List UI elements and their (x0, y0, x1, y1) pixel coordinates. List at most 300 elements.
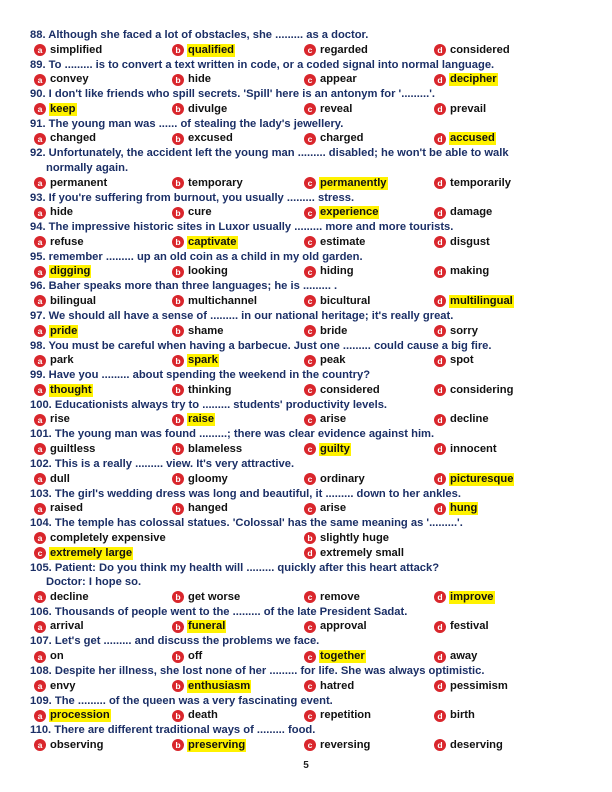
option-label: peak (320, 354, 346, 367)
option-label-correct: multilingual (450, 294, 513, 307)
option-label: guiltless (50, 442, 96, 455)
option-letter-badge: a (34, 266, 46, 278)
option-letter-badge: a (34, 325, 46, 337)
option-letter-badge: a (34, 295, 46, 307)
option-b[interactable] (172, 235, 238, 250)
option-letter-badge: d (434, 207, 446, 219)
option-label-correct: permanently (320, 176, 387, 189)
option-label: reversing (320, 738, 371, 751)
question-item (30, 146, 592, 190)
option-b[interactable] (172, 412, 215, 427)
question-item (30, 339, 592, 369)
question-text: 88. Although she faced a lot of obstacles, she ......... as a doctor. (30, 29, 369, 41)
option-b[interactable] (172, 131, 234, 146)
option-label-correct: enthusiasm (188, 679, 251, 692)
option-b[interactable] (172, 72, 212, 87)
question-text: 110. There are different traditional ways of ......... food. (30, 724, 316, 737)
option-d[interactable] (434, 324, 479, 339)
option-label: pessimism (450, 679, 508, 692)
option-c[interactable] (304, 442, 351, 457)
option-label: bride (320, 324, 348, 337)
question-list (30, 28, 592, 753)
option-c[interactable] (304, 294, 371, 309)
option-letter-badge: a (34, 473, 46, 485)
option-letter-badge: d (434, 414, 446, 426)
option-label: hanged (188, 502, 228, 515)
option-label-correct: hung (450, 502, 478, 515)
option-label-correct: experience (320, 206, 379, 219)
option-label: estimate (320, 235, 366, 248)
option-label-correct: guilty (320, 442, 350, 455)
option-label: rise (50, 413, 70, 426)
option-a[interactable] (34, 72, 90, 87)
question-item (30, 723, 592, 753)
option-d[interactable] (434, 708, 476, 723)
option-label-correct: pride (50, 324, 78, 337)
option-d[interactable] (434, 294, 514, 309)
option-label: observing (50, 738, 104, 751)
option-label: off (188, 650, 203, 663)
question-text: 94. The impressive historic sites in Luxor usually ......... more and more tourists. (30, 221, 454, 234)
options-row (30, 619, 592, 634)
option-letter-badge: d (434, 44, 446, 56)
option-b[interactable] (304, 531, 390, 546)
option-b[interactable] (172, 205, 213, 220)
option-letter-badge: a (34, 133, 46, 145)
option-letter-badge: c (304, 236, 316, 248)
option-c[interactable] (304, 383, 381, 398)
question-text: 89. To ......... is to convert a text written in code, or a coded signal into normal language. (30, 58, 495, 71)
option-letter-badge: b (172, 651, 184, 663)
option-letter-badge: c (304, 443, 316, 455)
option-letter-badge: c (304, 325, 316, 337)
option-label: raised (50, 502, 83, 515)
option-b[interactable] (172, 43, 235, 58)
option-d[interactable] (434, 353, 475, 368)
option-label-correct: picturesque (450, 472, 514, 485)
option-b[interactable] (172, 294, 258, 309)
option-label: death (188, 709, 218, 722)
option-a[interactable] (34, 649, 65, 664)
option-c[interactable] (304, 264, 355, 279)
option-label: envy (50, 679, 76, 692)
option-label: birth (450, 709, 475, 722)
question-item (30, 87, 592, 117)
option-b[interactable] (172, 102, 228, 117)
option-a[interactable] (34, 412, 71, 427)
option-a[interactable] (34, 324, 78, 339)
option-a[interactable] (34, 738, 104, 753)
option-letter-badge: a (34, 44, 46, 56)
question-item (30, 516, 592, 561)
option-c[interactable] (304, 131, 365, 146)
option-d[interactable] (434, 472, 514, 487)
options-row (30, 412, 592, 427)
option-label: excused (188, 132, 233, 145)
option-b[interactable] (172, 679, 251, 694)
option-label: arise (320, 413, 347, 426)
question-text: 90. I don't like friends who spill secrets. 'Spill' here is an antonym for '.........'. (30, 88, 435, 101)
question-text: 96. Baher speaks more than three languages; he is ......... . (30, 280, 338, 293)
option-b[interactable] (172, 708, 219, 723)
question-item (30, 487, 592, 517)
option-label: get worse (188, 590, 241, 603)
options-row (30, 708, 592, 723)
option-letter-badge: c (304, 651, 316, 663)
option-a[interactable] (34, 531, 167, 546)
option-label: arise (320, 502, 347, 515)
option-label-correct: qualified (188, 43, 234, 56)
option-label: simplified (50, 43, 103, 56)
option-c[interactable] (304, 176, 388, 191)
question-item (30, 457, 592, 487)
option-label: changed (50, 132, 97, 145)
option-letter-badge: a (34, 591, 46, 603)
option-b[interactable] (172, 324, 224, 339)
option-label: thinking (188, 383, 232, 396)
option-label: innocent (450, 442, 497, 455)
option-label: divulge (188, 102, 228, 115)
option-c[interactable] (304, 590, 361, 605)
option-d[interactable] (434, 72, 498, 87)
option-letter-badge: b (172, 236, 184, 248)
question-text: 104. The temple has colossal statues. 'Colossal' has the same meaning as '.........'. (30, 517, 463, 530)
option-d[interactable] (434, 235, 491, 250)
option-letter-badge: c (304, 133, 316, 145)
option-letter-badge: a (34, 236, 46, 248)
option-letter-badge: c (304, 177, 316, 189)
option-label-correct: accused (450, 132, 495, 145)
option-c[interactable] (304, 72, 358, 87)
option-label-correct: together (320, 650, 365, 663)
options-row (30, 590, 592, 605)
option-d[interactable] (434, 649, 478, 664)
option-c[interactable] (304, 708, 372, 723)
option-letter-badge: c (304, 103, 316, 115)
option-label-correct: digging (50, 265, 91, 278)
option-label: temporarily (450, 176, 511, 189)
option-letter-badge: d (434, 325, 446, 337)
option-label: considered (320, 383, 380, 396)
option-letter-badge: c (304, 710, 316, 722)
option-c[interactable] (304, 738, 371, 753)
option-d[interactable] (434, 176, 512, 191)
option-d[interactable] (434, 205, 493, 220)
option-letter-badge: a (34, 384, 46, 396)
option-letter-badge: b (172, 177, 184, 189)
option-label-correct: spark (188, 354, 218, 367)
option-d[interactable] (434, 102, 487, 117)
options-row (30, 72, 592, 87)
option-letter-badge: c (304, 384, 316, 396)
option-letter-badge: a (34, 532, 46, 544)
option-a[interactable] (34, 679, 77, 694)
option-label-correct: preserving (188, 738, 246, 751)
option-label-correct: improve (450, 590, 494, 603)
option-c[interactable] (304, 205, 379, 220)
option-b[interactable] (172, 383, 233, 398)
option-label: hide (188, 73, 211, 86)
question-item (30, 368, 592, 398)
page-number: 5 (303, 760, 309, 771)
options-row (30, 472, 592, 487)
option-b[interactable] (172, 501, 229, 516)
option-letter-badge: b (172, 503, 184, 515)
option-label: charged (320, 132, 364, 145)
option-letter-badge: a (34, 621, 46, 633)
option-c[interactable] (304, 501, 347, 516)
question-item (30, 279, 592, 309)
option-label: convey (50, 73, 89, 86)
option-letter-badge: b (172, 295, 184, 307)
option-d[interactable] (434, 131, 496, 146)
option-letter-badge: a (34, 414, 46, 426)
option-letter-badge: b (172, 591, 184, 603)
option-letter-badge: c (34, 547, 46, 559)
question-item (30, 664, 592, 694)
question-text: 107. Let's get ......... and discuss the problems we face. (30, 635, 320, 648)
option-c[interactable] (304, 619, 368, 634)
option-c[interactable] (304, 412, 347, 427)
option-label: gloomy (188, 472, 228, 485)
option-label: considering (450, 383, 514, 396)
option-letter-badge: c (304, 621, 316, 633)
option-a[interactable] (34, 501, 84, 516)
option-b[interactable] (172, 472, 229, 487)
options-row (30, 131, 592, 146)
option-letter-badge: b (172, 355, 184, 367)
option-d[interactable] (434, 442, 498, 457)
option-label: damage (450, 206, 493, 219)
options-row (30, 353, 592, 368)
options-row (30, 383, 592, 398)
option-b[interactable] (172, 649, 203, 664)
option-c[interactable] (304, 472, 366, 487)
option-label: repetition (320, 709, 371, 722)
option-a[interactable] (34, 205, 74, 220)
option-label: hide (50, 206, 73, 219)
option-letter-badge: c (304, 414, 316, 426)
option-letter-badge: d (434, 266, 446, 278)
option-c[interactable] (304, 649, 366, 664)
option-a[interactable] (34, 619, 85, 634)
option-letter-badge: a (34, 207, 46, 219)
option-c[interactable] (304, 353, 347, 368)
option-letter-badge: d (304, 547, 316, 559)
option-letter-badge: c (304, 295, 316, 307)
question-text: 106. Thousands of people went to the ......... of the late President Sadat. (30, 605, 408, 618)
question-item (30, 561, 592, 605)
question-text: 95. remember ......... up an old coin as a child in my old garden. (30, 250, 363, 263)
question-item (30, 309, 592, 339)
option-c[interactable] (304, 324, 348, 339)
option-c[interactable] (304, 235, 366, 250)
option-d[interactable] (434, 501, 478, 516)
question-item (30, 605, 592, 635)
options-row (30, 294, 592, 309)
option-letter-badge: a (34, 680, 46, 692)
option-c[interactable] (304, 43, 369, 58)
option-label: decline (450, 413, 489, 426)
option-label: ordinary (320, 472, 365, 485)
option-d[interactable] (434, 679, 509, 694)
option-letter-badge: b (172, 680, 184, 692)
option-label: decline (50, 590, 89, 603)
options-row (30, 442, 592, 457)
option-a[interactable] (34, 264, 91, 279)
option-letter-badge: a (34, 103, 46, 115)
option-letter-badge: d (434, 680, 446, 692)
option-letter-badge: c (304, 739, 316, 751)
option-letter-badge: b (172, 325, 184, 337)
options-row (30, 546, 592, 561)
option-b[interactable] (172, 738, 246, 753)
option-label: temporary (188, 176, 243, 189)
option-b[interactable] (172, 442, 243, 457)
option-a[interactable] (34, 102, 77, 117)
question-text: 98. You must be careful when having a barbecue. Just one ......... could cause a big fire. (30, 339, 492, 352)
option-label-correct: raise (188, 413, 215, 426)
option-letter-badge: d (434, 133, 446, 145)
option-label: dull (50, 472, 70, 485)
question-text: 93. If you're suffering from burnout, you usually ......... stress. (30, 191, 355, 204)
option-a[interactable] (34, 708, 111, 723)
option-letter-badge: b (172, 414, 184, 426)
option-letter-badge: d (434, 710, 446, 722)
option-letter-badge: d (434, 591, 446, 603)
option-d[interactable] (434, 43, 511, 58)
option-letter-badge: d (434, 443, 446, 455)
question-text: 92. Unfortunately, the accident left the young man ......... disabled; he won't be able to walk (30, 147, 509, 160)
question-item (30, 427, 592, 457)
option-label: making (450, 265, 490, 278)
option-letter-badge: b (172, 384, 184, 396)
option-letter-badge: d (434, 739, 446, 751)
option-letter-badge: a (34, 739, 46, 751)
option-d[interactable] (434, 590, 495, 605)
option-b[interactable] (172, 176, 244, 191)
option-letter-badge: c (304, 591, 316, 603)
option-c[interactable] (34, 546, 133, 561)
option-letter-badge: b (172, 74, 184, 86)
question-text: 102. This is a really ......... view. It's very attractive. (30, 457, 295, 470)
question-text: 99. Have you ......... about spending the weekend in the country? (30, 369, 371, 382)
option-letter-badge: c (304, 473, 316, 485)
option-label-correct: keep (50, 102, 76, 115)
options-row (30, 738, 592, 753)
option-label: multichannel (188, 294, 257, 307)
option-a[interactable] (34, 176, 108, 191)
option-label-correct: decipher (450, 73, 497, 86)
option-letter-badge: a (34, 74, 46, 86)
option-label: sorry (450, 324, 478, 337)
option-a[interactable] (34, 43, 103, 58)
question-item (30, 117, 592, 147)
option-label-correct: extremely large (50, 546, 133, 559)
question-item (30, 220, 592, 250)
option-label: extremely small (320, 546, 404, 559)
option-letter-badge: d (434, 384, 446, 396)
option-label: shame (188, 324, 224, 337)
option-c[interactable] (304, 679, 355, 694)
option-label: refuse (50, 235, 84, 248)
option-letter-badge: c (304, 44, 316, 56)
option-d[interactable] (434, 383, 514, 398)
option-b[interactable] (172, 353, 219, 368)
option-letter-badge: d (434, 177, 446, 189)
option-label: slightly huge (320, 531, 389, 544)
option-letter-badge: d (434, 103, 446, 115)
question-item (30, 694, 592, 724)
option-label: hiding (320, 265, 354, 278)
option-letter-badge: b (172, 621, 184, 633)
option-a[interactable] (34, 590, 90, 605)
option-label: away (450, 650, 478, 663)
option-letter-badge: a (34, 443, 46, 455)
option-b[interactable] (172, 264, 229, 279)
option-a[interactable] (34, 472, 71, 487)
option-letter-badge: c (304, 355, 316, 367)
option-letter-badge: d (434, 355, 446, 367)
option-letter-badge: a (34, 651, 46, 663)
option-a[interactable] (34, 235, 85, 250)
option-label: bicultural (320, 294, 371, 307)
option-d[interactable] (304, 546, 405, 561)
option-c[interactable] (304, 102, 353, 117)
question-item (30, 634, 592, 664)
option-letter-badge: b (172, 443, 184, 455)
option-d[interactable] (434, 738, 504, 753)
option-letter-badge: a (34, 177, 46, 189)
option-a[interactable] (34, 442, 96, 457)
option-a[interactable] (34, 294, 97, 309)
option-letter-badge: d (434, 503, 446, 515)
option-a[interactable] (34, 383, 93, 398)
question-text: 100. Educationists always try to ......... students' productivity levels. (30, 398, 388, 411)
option-a[interactable] (34, 131, 97, 146)
question-text: 101. The young man was found .........; there was clear evidence against him. (30, 428, 435, 441)
option-label: spot (450, 354, 474, 367)
option-letter-badge: b (172, 207, 184, 219)
option-letter-badge: b (172, 44, 184, 56)
question-text-continued: Doctor: I hope so. (46, 576, 142, 589)
option-label: bilingual (50, 294, 96, 307)
option-d[interactable] (434, 619, 490, 634)
option-letter-badge: b (172, 266, 184, 278)
option-label: approval (320, 620, 367, 633)
option-label: regarded (320, 43, 368, 56)
options-row (30, 205, 592, 220)
options-row (30, 531, 592, 546)
option-letter-badge: a (34, 710, 46, 722)
options-row (30, 176, 592, 191)
option-d[interactable] (434, 412, 490, 427)
option-label: permanent (50, 176, 108, 189)
option-label: blameless (188, 442, 243, 455)
option-b[interactable] (172, 619, 226, 634)
option-letter-badge: d (434, 621, 446, 633)
option-b[interactable] (172, 590, 241, 605)
option-label: hatred (320, 679, 355, 692)
option-label: festival (450, 620, 489, 633)
question-text-continued: normally again. (46, 161, 129, 174)
option-letter-badge: b (172, 103, 184, 115)
option-d[interactable] (434, 264, 490, 279)
option-a[interactable] (34, 353, 75, 368)
option-letter-badge: a (34, 503, 46, 515)
option-label-correct: funeral (188, 620, 226, 633)
options-row (30, 649, 592, 664)
